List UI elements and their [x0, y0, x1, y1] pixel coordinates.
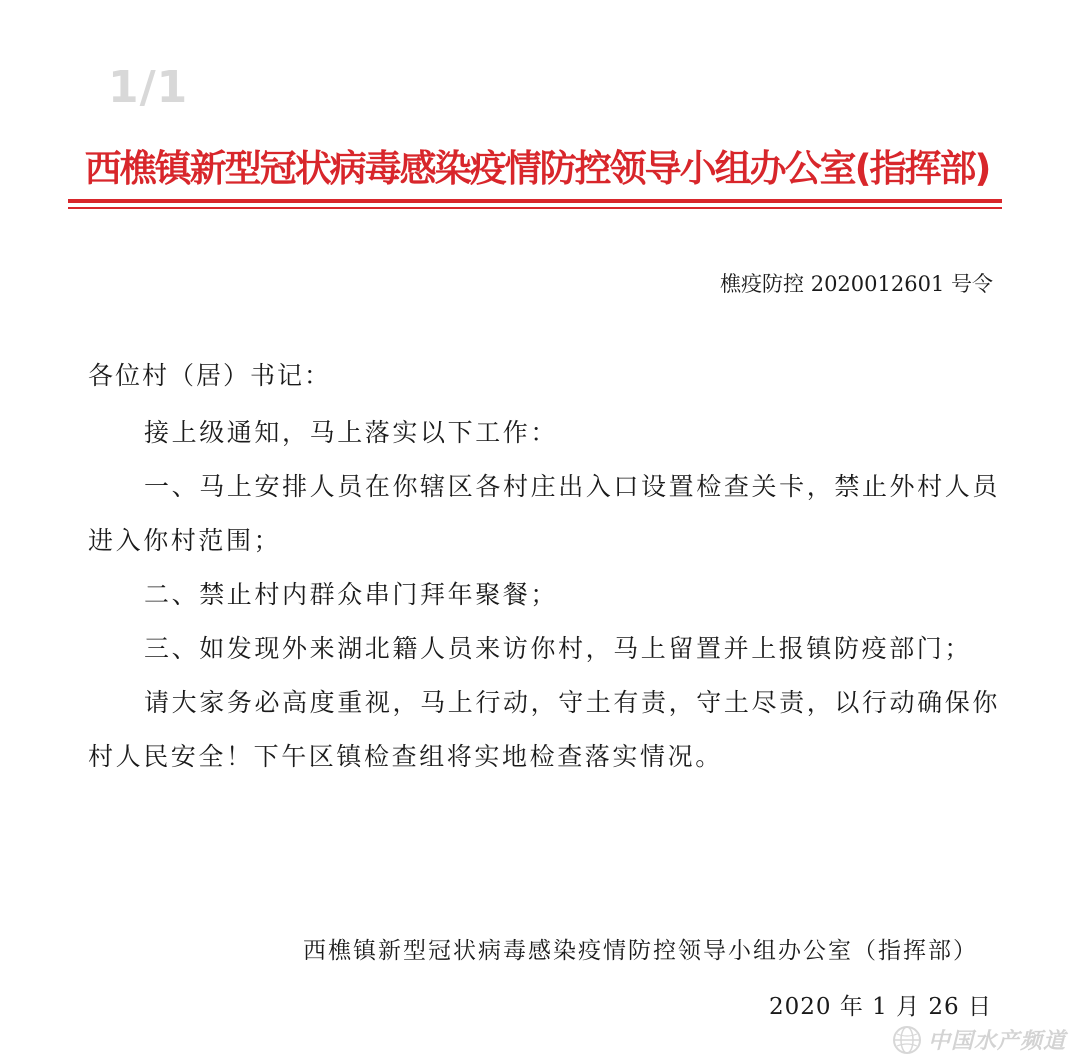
body-paragraph-item-3: 三、如发现外来湖北籍人员来访你村，马上留置并上报镇防疫部门； [144, 634, 973, 663]
salutation: 各位村（居）书记： [88, 361, 332, 390]
watermark [892, 1024, 1066, 1055]
document-header-title: 西樵镇新型冠状病毒感染疫情防控领导小组办公室(指挥部) [84, 147, 990, 190]
document-number: 樵疫防控 2020012601 号令 [720, 272, 993, 296]
signature-office: 西樵镇新型冠状病毒感染疫情防控领导小组办公室（指挥部） [303, 938, 978, 964]
watermark-text: 中国水产频道 [927, 1029, 1066, 1054]
document-date: 2020 年 1 月 26 日 [769, 994, 992, 1020]
globe-logo-icon [892, 1025, 922, 1055]
header-rule-thick [68, 199, 1002, 203]
body-paragraph-item-1: 一、马上安排人员在你辖区各村庄出入口设置检查关卡，禁止外村人员进入你村范围； [88, 472, 1000, 555]
body-paragraph-item-2: 二、禁止村内群众串门拜年聚餐； [144, 580, 559, 609]
body-paragraph-intro: 接上级通知，马上落实以下工作： [144, 418, 559, 447]
body-paragraph-closing: 请大家务必高度重视，马上行动，守土有责，守土尽责，以行动确保你村人民安全！下午区镇检查组将实地检查落实情况。 [88, 688, 1000, 771]
header-rule-thin [68, 207, 1002, 209]
document-body [88, 406, 1000, 784]
page-counter: 1/1 [108, 62, 189, 113]
